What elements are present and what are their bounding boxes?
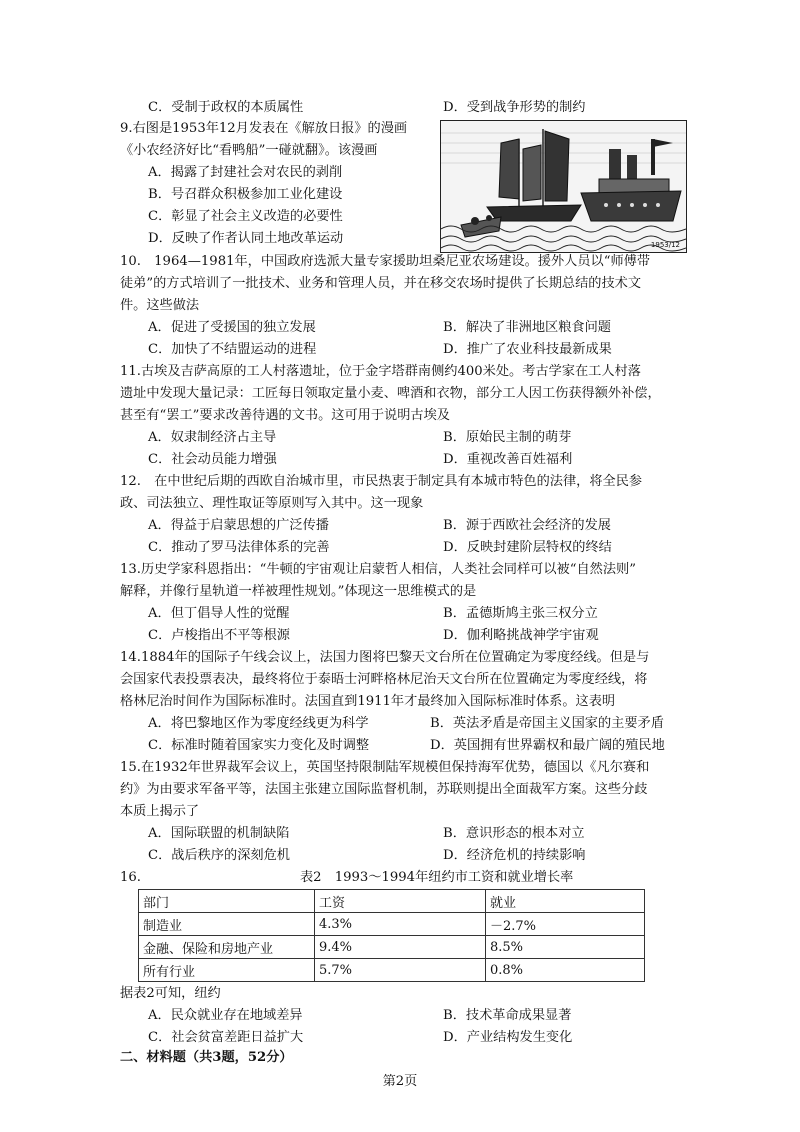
table-cell: 0.8%	[486, 959, 645, 982]
q15-stem-line3: 本质上揭示了	[120, 804, 200, 819]
table-header-cell: 就业	[486, 890, 645, 913]
table-cell: 9.4%	[315, 936, 486, 959]
q12-option-a: A．得益于启蒙思想的广泛传播	[148, 518, 329, 533]
q13-option-a: A．但丁倡导人性的觉醒	[148, 606, 290, 621]
q9-cartoon-image	[440, 120, 687, 253]
q12-stem-line2: 政、司法独立、理性取证等原则写入其中。这一现象	[120, 496, 424, 511]
q10-stem-line3: 件。这些做法	[120, 298, 200, 313]
q10-option-d: D．推广了农业科技最新成果	[443, 342, 612, 357]
q10-option-a: A．促进了受援国的独立发展	[148, 320, 316, 335]
page-number: 第2页	[382, 1074, 418, 1089]
q9-option-d: D．反映了作者认同土地改革运动	[148, 231, 344, 246]
q14-option-a: A．将巴黎地区作为零度经线更为科学	[148, 716, 369, 731]
table-header-cell: 部门	[139, 890, 315, 913]
q15-option-d: D．经济危机的持续影响	[443, 848, 586, 863]
q11-option-c: C．社会动员能力增强	[148, 452, 277, 467]
q10-stem-line2: 徒弟”的方式培训了一批技术、业务和管理人员，并在移交农场时提供了长期总结的技术文	[120, 276, 642, 291]
cartoon-caption: 1953/12	[650, 241, 680, 249]
q11-option-b: B．原始民主制的萌芽	[443, 430, 572, 445]
q15-stem-line1: 15.在1932年世界裁军会议上，英国坚持限制陆军规模但保持海军优势，德国以《凡尔赛和	[120, 760, 650, 775]
q8-option-d: D．受到战争形势的制约	[443, 100, 586, 115]
table-row	[139, 959, 645, 982]
q13-stem-line2: 解释，并像行星轨道一样被理性规划。”体现这一思维模式的是	[120, 584, 477, 599]
steam-ship	[581, 139, 681, 221]
table-row	[139, 913, 645, 936]
q16-number: 16.	[120, 870, 141, 885]
q14-option-c: C．标准时随着国家实力变化及时调整	[148, 738, 370, 753]
q11-stem-line3: 甚至有“罢工”要求改善待遇的文书。这可用于说明古埃及	[120, 408, 450, 423]
q16-stem: 据表2可知，纽约	[120, 986, 221, 1001]
q16-table-title: 表2 1993～1994年纽约市工资和就业增长率	[300, 870, 574, 885]
q10-option-b: B．解决了非洲地区粮食问题	[443, 320, 611, 335]
q16-option-b: B．技术革命成果显著	[443, 1008, 572, 1023]
section-2-heading: 二、材料题（共3题，52分）	[120, 1050, 293, 1065]
q12-option-d: D．反映封建阶层特权的终结	[443, 540, 612, 555]
q11-option-a: A．奴隶制经济占主导	[148, 430, 277, 445]
q9-option-b: B．号召群众积极参加工业化建设	[148, 187, 343, 202]
q12-option-c: C．推动了罗马法律体系的完善	[148, 540, 330, 555]
q9-option-a: A．揭露了封建社会对农民的剥削	[148, 165, 343, 180]
q16-option-d: D．产业结构发生变化	[443, 1030, 573, 1045]
q9-stem-line1: 9.右图是1953年12月发表在《解放日报》的漫画	[120, 121, 408, 136]
q16-option-c: C．社会贫富差距日益扩大	[148, 1030, 304, 1045]
cartoon-drawing	[441, 121, 686, 252]
table-row	[139, 936, 645, 959]
table-cell: 4.3%	[315, 913, 486, 936]
table-cell: －2.7%	[486, 913, 645, 936]
q11-option-d: D．重视改善百姓福利	[443, 452, 573, 467]
q9-stem-line2: 《小农经济好比“看鸭船”一碰就翻》。该漫画	[120, 143, 378, 158]
q15-stem-line2: 约》为由要求军备平等，法国主张建立国际监督机制，苏联则提出全面裁军方案。这些分歧	[120, 782, 648, 797]
table-cell: 5.7%	[315, 959, 486, 982]
q10-stem-line1: 10. 1964—1981年，中国政府选派大量专家援助坦桑尼亚农场建设。援外人员以“师傅带	[120, 254, 651, 269]
table-cell: 所有行业	[139, 959, 315, 982]
q12-stem-line1: 12. 在中世纪后期的西欧自治城市里，市民热衷于制定具有本城市特色的法律，将全民参	[120, 474, 643, 489]
table-cell: 制造业	[139, 913, 315, 936]
q14-stem-line1: 14.1884年的国际子午线会议上，法国力图将巴黎天文台所在位置确定为零度经线。但是与	[120, 650, 650, 665]
q9-option-c: C．彰显了社会主义改造的必要性	[148, 209, 343, 224]
table-cell: 8.5%	[486, 936, 645, 959]
table-header-row	[139, 890, 645, 913]
q16-table	[138, 889, 645, 982]
q13-option-b: B．孟德斯鸠主张三权分立	[443, 606, 598, 621]
q8-option-c: C．受制于政权的本质属性	[148, 100, 304, 115]
q11-stem-line2: 遗址中发现大量记录：工匠每日领取定量小麦、啤酒和衣物，部分工人因工伤获得额外补偿，	[120, 386, 661, 401]
q14-stem-line2: 会国家代表投票表决，最终将位于泰晤士河畔格林尼治天文台所在位置确定为零度经线，将	[120, 672, 648, 687]
q15-option-b: B．意识形态的根本对立	[443, 826, 585, 841]
q10-option-c: C．加快了不结盟运动的进程	[148, 342, 317, 357]
q12-option-b: B．源于西欧社会经济的发展	[443, 518, 611, 533]
q13-option-c: C．卢梭指出不平等根源	[148, 628, 290, 643]
q14-option-d: D．英国拥有世界霸权和最广阔的殖民地	[430, 738, 665, 753]
q16-option-a: A．民众就业存在地域差异	[148, 1008, 303, 1023]
q15-option-a: A．国际联盟的机制缺陷	[148, 826, 290, 841]
table-header-cell: 工资	[315, 890, 486, 913]
q15-option-c: C．战后秩序的深刻危机	[148, 848, 290, 863]
q13-stem-line1: 13.历史学家科恩指出：“牛顿的宇宙观让启蒙哲人相信，人类社会同样可以被“自然法则”	[120, 562, 636, 577]
q13-option-d: D．伽利略挑战神学宇宙观	[443, 628, 599, 643]
q14-option-b: B．英法矛盾是帝国主义国家的主要矛盾	[430, 716, 664, 731]
q14-stem-line3: 格林尼治时间作为国际标准时。法国直到1911年才最终加入国际标准时体系。这表明	[120, 694, 616, 709]
table-cell: 金融、保险和房地产业	[139, 936, 315, 959]
q11-stem-line1: 11.古埃及吉萨高原的工人村落遗址，位于金字塔群南侧约400米处。考古学家在工人村落	[120, 364, 641, 379]
